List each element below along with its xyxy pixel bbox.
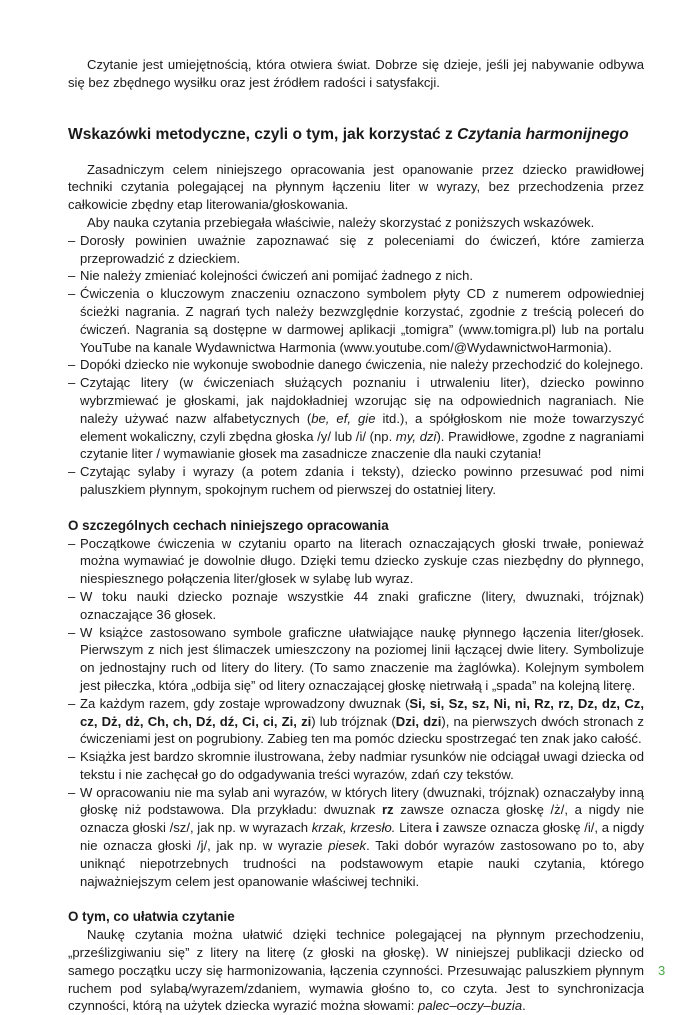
section-heading-methodical: Wskazówki metodyczne, czyli o tym, jak korzystać z Czytania harmonijnego xyxy=(68,125,629,143)
list-item: – Ćwiczenia o kluczowym znaczeniu oznaczono symbolem płyty CD z numerem odpowiedniej ścieżki nagrania. Z nagrań tych należy bezwzględnie korzystać, zgodnie z treścią poleceń do ćwiczeń. Nagrania są dostępne w darmowej aplikacji „tomigra” (www.tomigra.pl) lub na portalu YouTube na kanale Wydawnictwa Harmonia (www.youtube.com/@WydawnictwoHarmonia). xyxy=(68,285,644,356)
list-item: – W opracowaniu nie ma sylab ani wyrazów, w których litery (dwuznaki, trójznak) oznaczałyby inną głoskę niż podstawowa. Dla przykładu: dwuznak rz zawsze oznacza głoskę /ż/, a nigdy nie oznacza głoski /sz/, jak np. w wyrazach krzak, krzesło. Litera i zawsze oznacza głoskę /i/, a nigdy nie oznacza głoski /j/, jak np. w wyrazie piesek. Taki dobór wyrazów zastosowano po to, aby uniknąć niepotrzebnych trudności na podstawowym etapie nauki czytania, którego najważniejszym celem jest opanowanie właściwej techniki. xyxy=(68,784,644,891)
intro-paragraph: Czytanie jest umiejętnością, która otwiera świat. Dobrze się dzieje, jeśli jej nabywanie odbywa się bez zbędnego wysiłku oraz jest źródłem radości i satysfakcji. xyxy=(68,57,644,90)
list-item: – Dorosły powinien uważnie zapoznawać się z poleceniami do ćwiczeń, które zamierza przeprowadzić z dzieckiem. xyxy=(68,232,644,268)
page-number: 3 xyxy=(658,963,666,978)
list-item: – W toku nauki dziecko poznaje wszystkie 44 znaki graficzne (litery, dwuznaki, trójznak) oznaczające 36 głosek. xyxy=(68,588,644,624)
list-item: – Czytając litery (w ćwiczeniach służących poznaniu i utrwaleniu liter), dziecko powinno wybrzmiewać je głoskami, jak najdokładniej wzorując się na odpowiednich nagraniach. Nie należy używać nazw alfabetycznych (be, ef, gie itd.), a spółgłoskom nie może towarzyszyć element wokaliczny, czyli zbędna głoska /y/ lub /i/ (np. my, dzi). Prawidłowe, zgodne z nagraniami czytanie liter / wymawianie głosek ma zasadnicze znaczenie dla nauki czytania! xyxy=(68,374,644,463)
book-title: Czytania harmonijnego xyxy=(457,125,629,143)
page-content xyxy=(68,56,644,1015)
list-item: – Początkowe ćwiczenia w czytaniu oparto na literach oznaczających głoski trwałe, ponieważ można wymawiać je dowolnie długo. Dzięki temu dziecko zyskuje czas niezbędny do płynnego, niespiesznego połączenia liter/głosek w sylabę lub wyraz. xyxy=(68,535,644,588)
list-item: – Nie należy zmieniać kolejności ćwiczeń ani pomijać żadnego z nich. xyxy=(68,267,644,285)
list-item: – W książce zastosowano symbole graficzne ułatwiające naukę płynnego łączenia liter/głosek. Pierwszym z nich jest ślimaczek umieszczony na poziomej linii łączącej dwie litery. Symbolizuje on jednostajny ruch od litery do litery. (To samo znaczenie ma żaglówka). Kolejnym symbolem jest piłeczka, która „odbija się” od litery oznaczającej głoskę nietrwałą i „spada” na kolejną literę. xyxy=(68,624,644,695)
paragraph: Aby nauka czytania przebiegała właściwie, należy skorzystać z poniższych wskazówek. xyxy=(87,214,595,230)
section-heading-features: O szczególnych cechach niniejszego opracowania xyxy=(68,517,389,533)
guidelines-list xyxy=(68,232,644,499)
features-list xyxy=(68,535,644,891)
list-item: – Czytając sylaby i wyrazy (a potem zdania i teksty), dziecko powinno przesuwać pod nimi paluszkiem płynnym, spokojnym ruchem od pierwszej do ostatniej litery. xyxy=(68,463,644,499)
list-item: – Dopóki dziecko nie wykonuje swobodnie danego ćwiczenia, nie należy przechodzić do kolejnego. xyxy=(68,356,644,374)
paragraph: Naukę czytania można ułatwić dzięki technice polegającej na płynnym przechodzeniu, „prześlizgiwaniu się” z litery na literę (z głoski na głoskę). W niniejszej publikacji dziecko od samego początku uczy się harmonizowania, łączenia czynności. Przesuwając paluszkiem płynnym ruchem pod sylabą/wyrazem/zdaniem, wymawia głośno to, co czyta. Jest to synchronizacja czynności, którą na użytek dziecka wyrazić można słowami: palec–oczy–buzia. xyxy=(68,927,644,1014)
list-item: – Książka jest bardzo skromnie ilustrowana, żeby nadmiar rysunków nie odciągał uwagi dziecka od tekstu i nie zachęcał go do odgadywania treści wyrazów, zdań czy tekstów. xyxy=(68,748,644,784)
paragraph: Zasadniczym celem niniejszego opracowania jest opanowanie przez dziecko prawidłowej techniki czytania polegającej na płynnym łączeniu liter w wyrazy, bez przechodzenia przez całkowicie zbędny etap literowania/głoskowania. xyxy=(68,161,644,213)
list-item: – Za każdym razem, gdy zostaje wprowadzony dwuznak (Si, si, Sz, sz, Ni, ni, Rz, rz, Dz, dz, Cz, cz, Dż, dż, Ch, ch, Dź, dź, Ci, ci, Zi, zi) lub trójznak (Dzi, dzi), na pierwszych dwóch stronach z ćwiczeniami jest on pogrubiony. Zabieg ten ma pomóc dziecku spostrzegać ten znak jako całość. xyxy=(68,695,644,748)
section-heading-easier-reading: O tym, co ułatwia czytanie xyxy=(68,909,235,925)
